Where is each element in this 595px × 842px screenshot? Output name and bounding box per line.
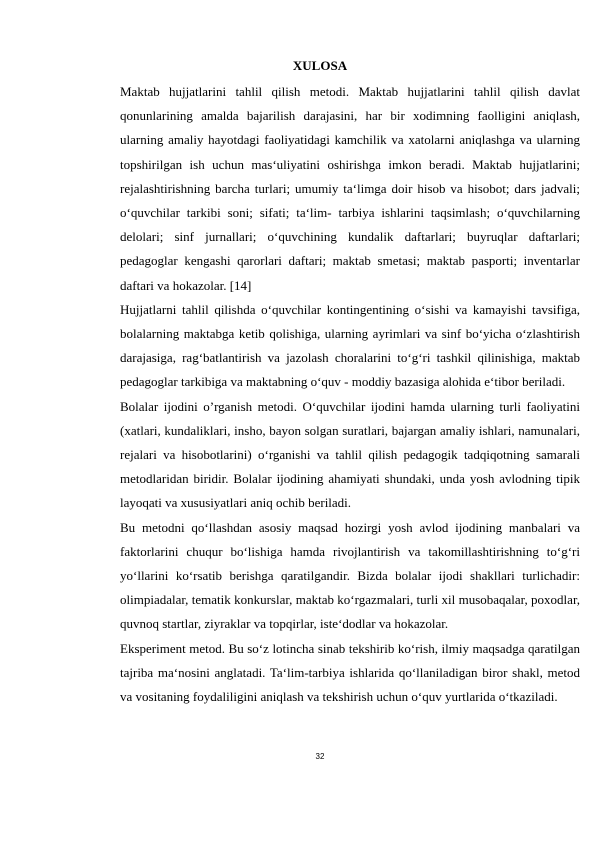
page-number: 32 (315, 752, 325, 761)
document-body (120, 80, 580, 709)
paragraph-experiment-method: Eksperiment metod. Bu so‘z lotincha sinab tekshirib ko‘rish, ilmiy maqsadga qaratilgan tajriba ma‘nosini anglatadi. Ta‘lim-tarbiya ishlarida qo‘llaniladigan biror shakl, metod va vositaning foydaliligini aniqlash va tekshirish uchun o‘quv yurtlarida o‘tkaziladi. (120, 640, 580, 705)
page-title: XULOSA (292, 58, 348, 73)
paragraph-method-purpose: Bu metodni qo‘llashdan asosiy maqsad hozirgi yosh avlod ijodining manbalari va faktorlarini chuqur bo‘lishiga hamda rivojlantirish va takomillashtirishning to‘g‘ri yo‘llarini ko‘rsatib berishga qaratilgandir. Bizda bolalar ijodi shakllari turlichadir: olimpiadalar, tematik konkurslar, maktab ko‘rgazmalari, turli xil musobaqalar, poxodlar, quvnoq startlar, ziyraklar va topqirlar, iste‘dodlar va hokazolar. (120, 519, 580, 632)
paragraph-children-creativity: Bolalar ijodini o’rganish metodi. O‘quvchilar ijodini hamda ularning turli faoliyatini (xatlari, kundaliklari, insho, bayon solgan suratlari, bajargan amaliy ishlari, namunalari, rejalari va hisobotlarini) o‘rganishi va tahlil qilish pedagogik tadqiqotning samarali metodlaridan biridir. Bolalar ijodining ahamiyati shundaki, unda yosh avlodning tipik layoqati va xususiyatlari aniq ochib beriladi. (120, 398, 580, 511)
paragraph-documents-analysis: Maktab hujjatlarini tahlil qilish metodi. Maktab hujjatlarini tahlil qilish davlat qonunlarining amalda bajarilish darajasini, har bir xodimning faolligini aniqlash, ularning amaliy hayotdagi faoliyatidagi kamchilik va xatolarni aniqlashga va ularning topshirilgan ish uchun mas‘uliyatini oshirishga imkon beradi. Maktab hujjatlarini; rejalashtirishning barcha turlari; umumiy ta‘limga doir hisob va hisobot; dars jadvali; o‘quvchilar tarkibi soni; sifati; ta‘lim- tarbiya ishlarini taqsimlash; o‘quvchilarning delolari; sinf jurnallari; o‘quvchining kundalik daftarlari; buyruqlar daftarlari; pedagoglar kengashi qarorlari daftari; maktab smetasi; maktab pasporti; inventarlar daftari va hokazolar. [14] (120, 84, 580, 293)
paragraph-documents-details: Hujjatlarni tahlil qilishda o‘quvchilar kontingentining o‘sishi va kamayishi tavsifiga, bolalarning maktabga ketib qolishiga, ularning ayrimlari va sinf bo‘yicha o‘zlashtirish darajasiga, rag‘batlantirish va jazolash choralarini to‘g‘ri tashkil qilinishiga, maktab pedagoglar tarkibiga va maktabning o‘quv - moddiy bazasiga alohida e‘tibor beriladi. (120, 301, 580, 390)
